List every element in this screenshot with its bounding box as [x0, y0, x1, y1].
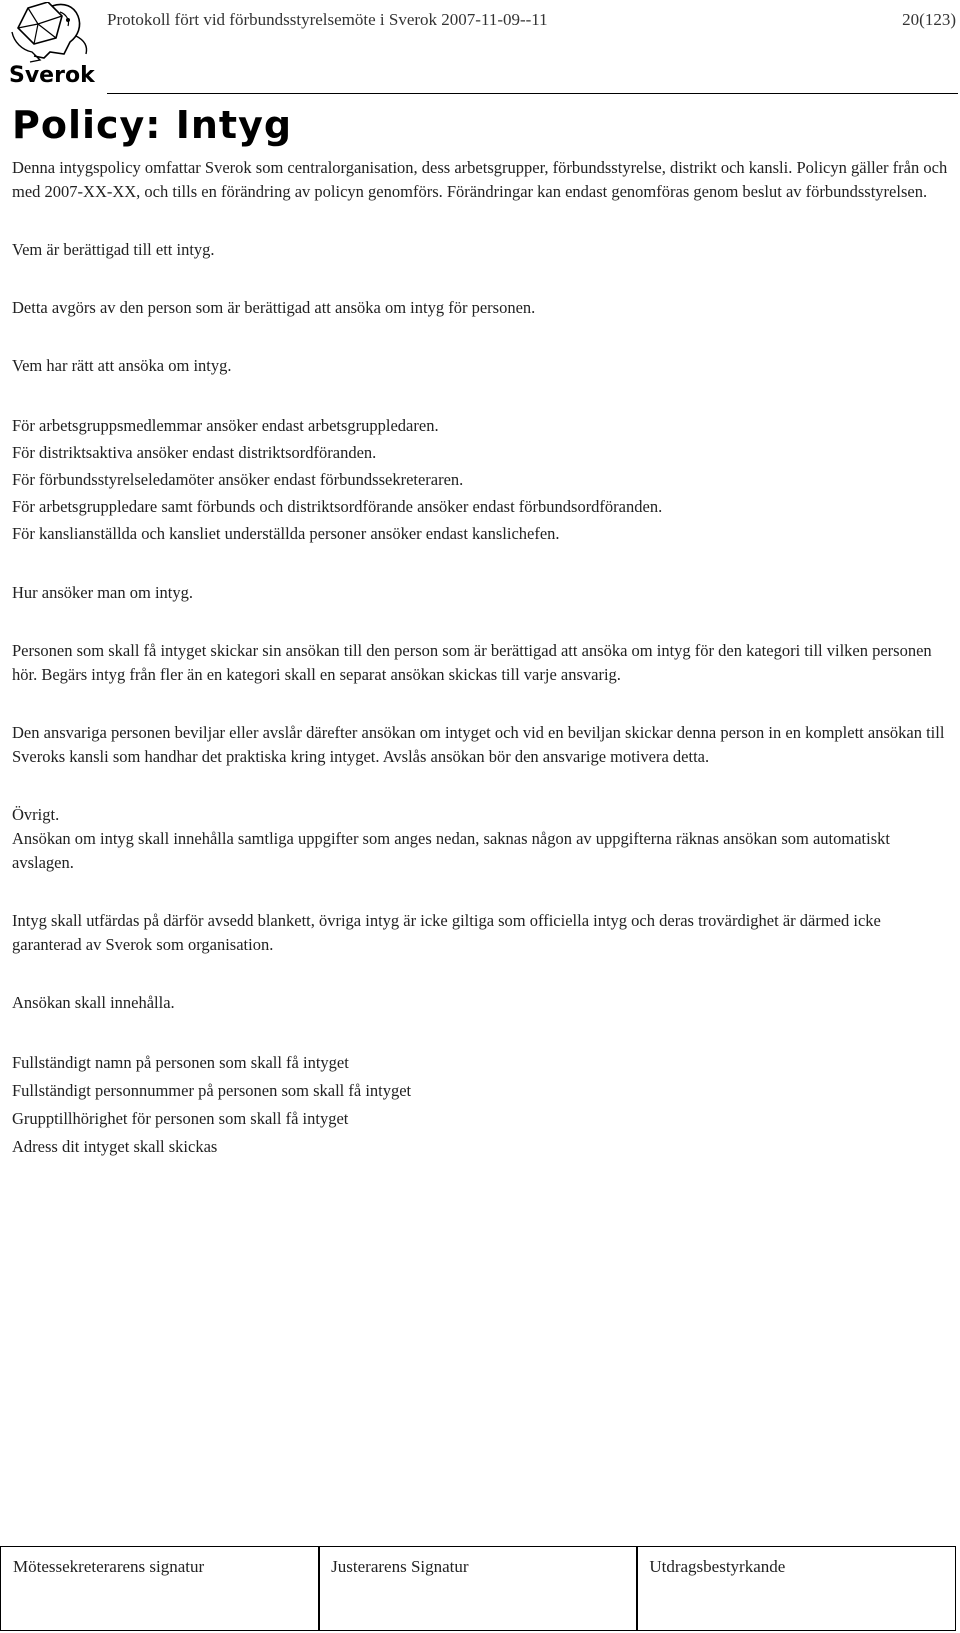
signature-label: Mötessekreterarens signatur: [13, 1557, 205, 1576]
heading-how-to-apply: Hur ansöker man om intyg.: [12, 583, 194, 602]
rule-item: För förbundsstyrelseledamöter ansöker endast förbundssekreteraren.: [12, 470, 464, 489]
application-paragraph: Personen som skall få intyget skickar sin ansökan till den person som är berättigad att ansöka om intyg för den kategori till vilken personen hör. Begärs intyg från fler än en kategori skall en separat ansökan skickas till varje ansvarig.: [12, 641, 932, 684]
signature-box-adjuster: [318, 1546, 638, 1631]
heading-who-may-apply: Vem har rätt att ansöka om intyg.: [12, 356, 232, 375]
rule-item: För arbetsgruppsmedlemmar ansöker endast arbetsgruppledaren.: [12, 416, 439, 435]
rule-item: För distriktsaktiva ansöker endast distriktsordföranden.: [12, 443, 377, 462]
signature-box-certification: [636, 1546, 956, 1631]
contents-requirement-paragraph: Ansökan om intyg skall innehålla samtliga uppgifter som anges nedan, saknas någon av uppgifterna räknas ansökan som automatiskt avslagen.: [12, 829, 890, 872]
requirement-item: Grupptillhörighet för personen som skall få intyget: [12, 1109, 349, 1128]
document-body: [12, 100, 948, 1161]
sverok-logo: [8, 2, 98, 86]
rule-item: För arbetsgruppledare samt förbunds och distriktsordförande ansöker endast förbundsordföranden.: [12, 497, 663, 516]
eligibility-answer: Detta avgörs av den person som är berättigad att ansöka om intyg för personen.: [12, 298, 536, 317]
signature-footer: [0, 1546, 956, 1631]
form-paragraph: Intyg skall utfärdas på därför avsedd blankett, övriga intyg är icke giltiga som officiella intyg och deras trovärdighet är därmed icke garanterad av Sverok som organisation.: [12, 911, 881, 954]
requirements-list: [12, 1049, 948, 1161]
requirement-item: Fullständigt personnummer på personen som skall få intyget: [12, 1081, 412, 1100]
signature-box-secretary: [0, 1546, 320, 1631]
rules-list: [12, 412, 948, 547]
requirement-item: Fullständigt namn på personen som skall få intyget: [12, 1053, 349, 1072]
rule-item: För kanslianställda och kansliet underställda personer ansöker endast kanslichefen.: [12, 524, 560, 543]
page-header: [0, 0, 960, 96]
requirement-item: Adress dit intyget skall skickas: [12, 1137, 218, 1156]
decision-paragraph: Den ansvariga personen beviljar eller avslår därefter ansökan om intyget och vid en beviljan skickar denna person in en komplett ansökan till Sveroks kansli som handhar det praktiska kring intyget. Avslås ansökan bör den ansvarige motivera detta.: [12, 723, 945, 766]
header-title: Protokoll fört vid förbundsstyrelsemöte i Sverok 2007-11-09--11: [107, 10, 548, 29]
heading-other: Övrigt.: [12, 805, 60, 824]
logo-wordmark: Sverok: [9, 63, 95, 86]
page-number: 20(123): [902, 10, 956, 29]
heading-application-contents: Ansökan skall innehålla.: [12, 993, 175, 1012]
heading-eligibility: Vem är berättigad till ett intyg.: [12, 240, 215, 259]
signature-label: Justerarens Signatur: [331, 1557, 469, 1576]
signature-label: Utdragsbestyrkande: [649, 1557, 786, 1576]
header-divider: [107, 93, 958, 94]
document-title: Policy: Intyg: [12, 103, 293, 147]
intro-paragraph: Denna intygspolicy omfattar Sverok som centralorganisation, dess arbetsgrupper, förbundsstyrelse, distrikt och kansli. Policyn gäller från och med 2007-XX-XX, och tills en förändring av policyn genomförs. Förändringar kan endast genomföras genom beslut av förbundsstyrelsen.: [12, 158, 948, 201]
